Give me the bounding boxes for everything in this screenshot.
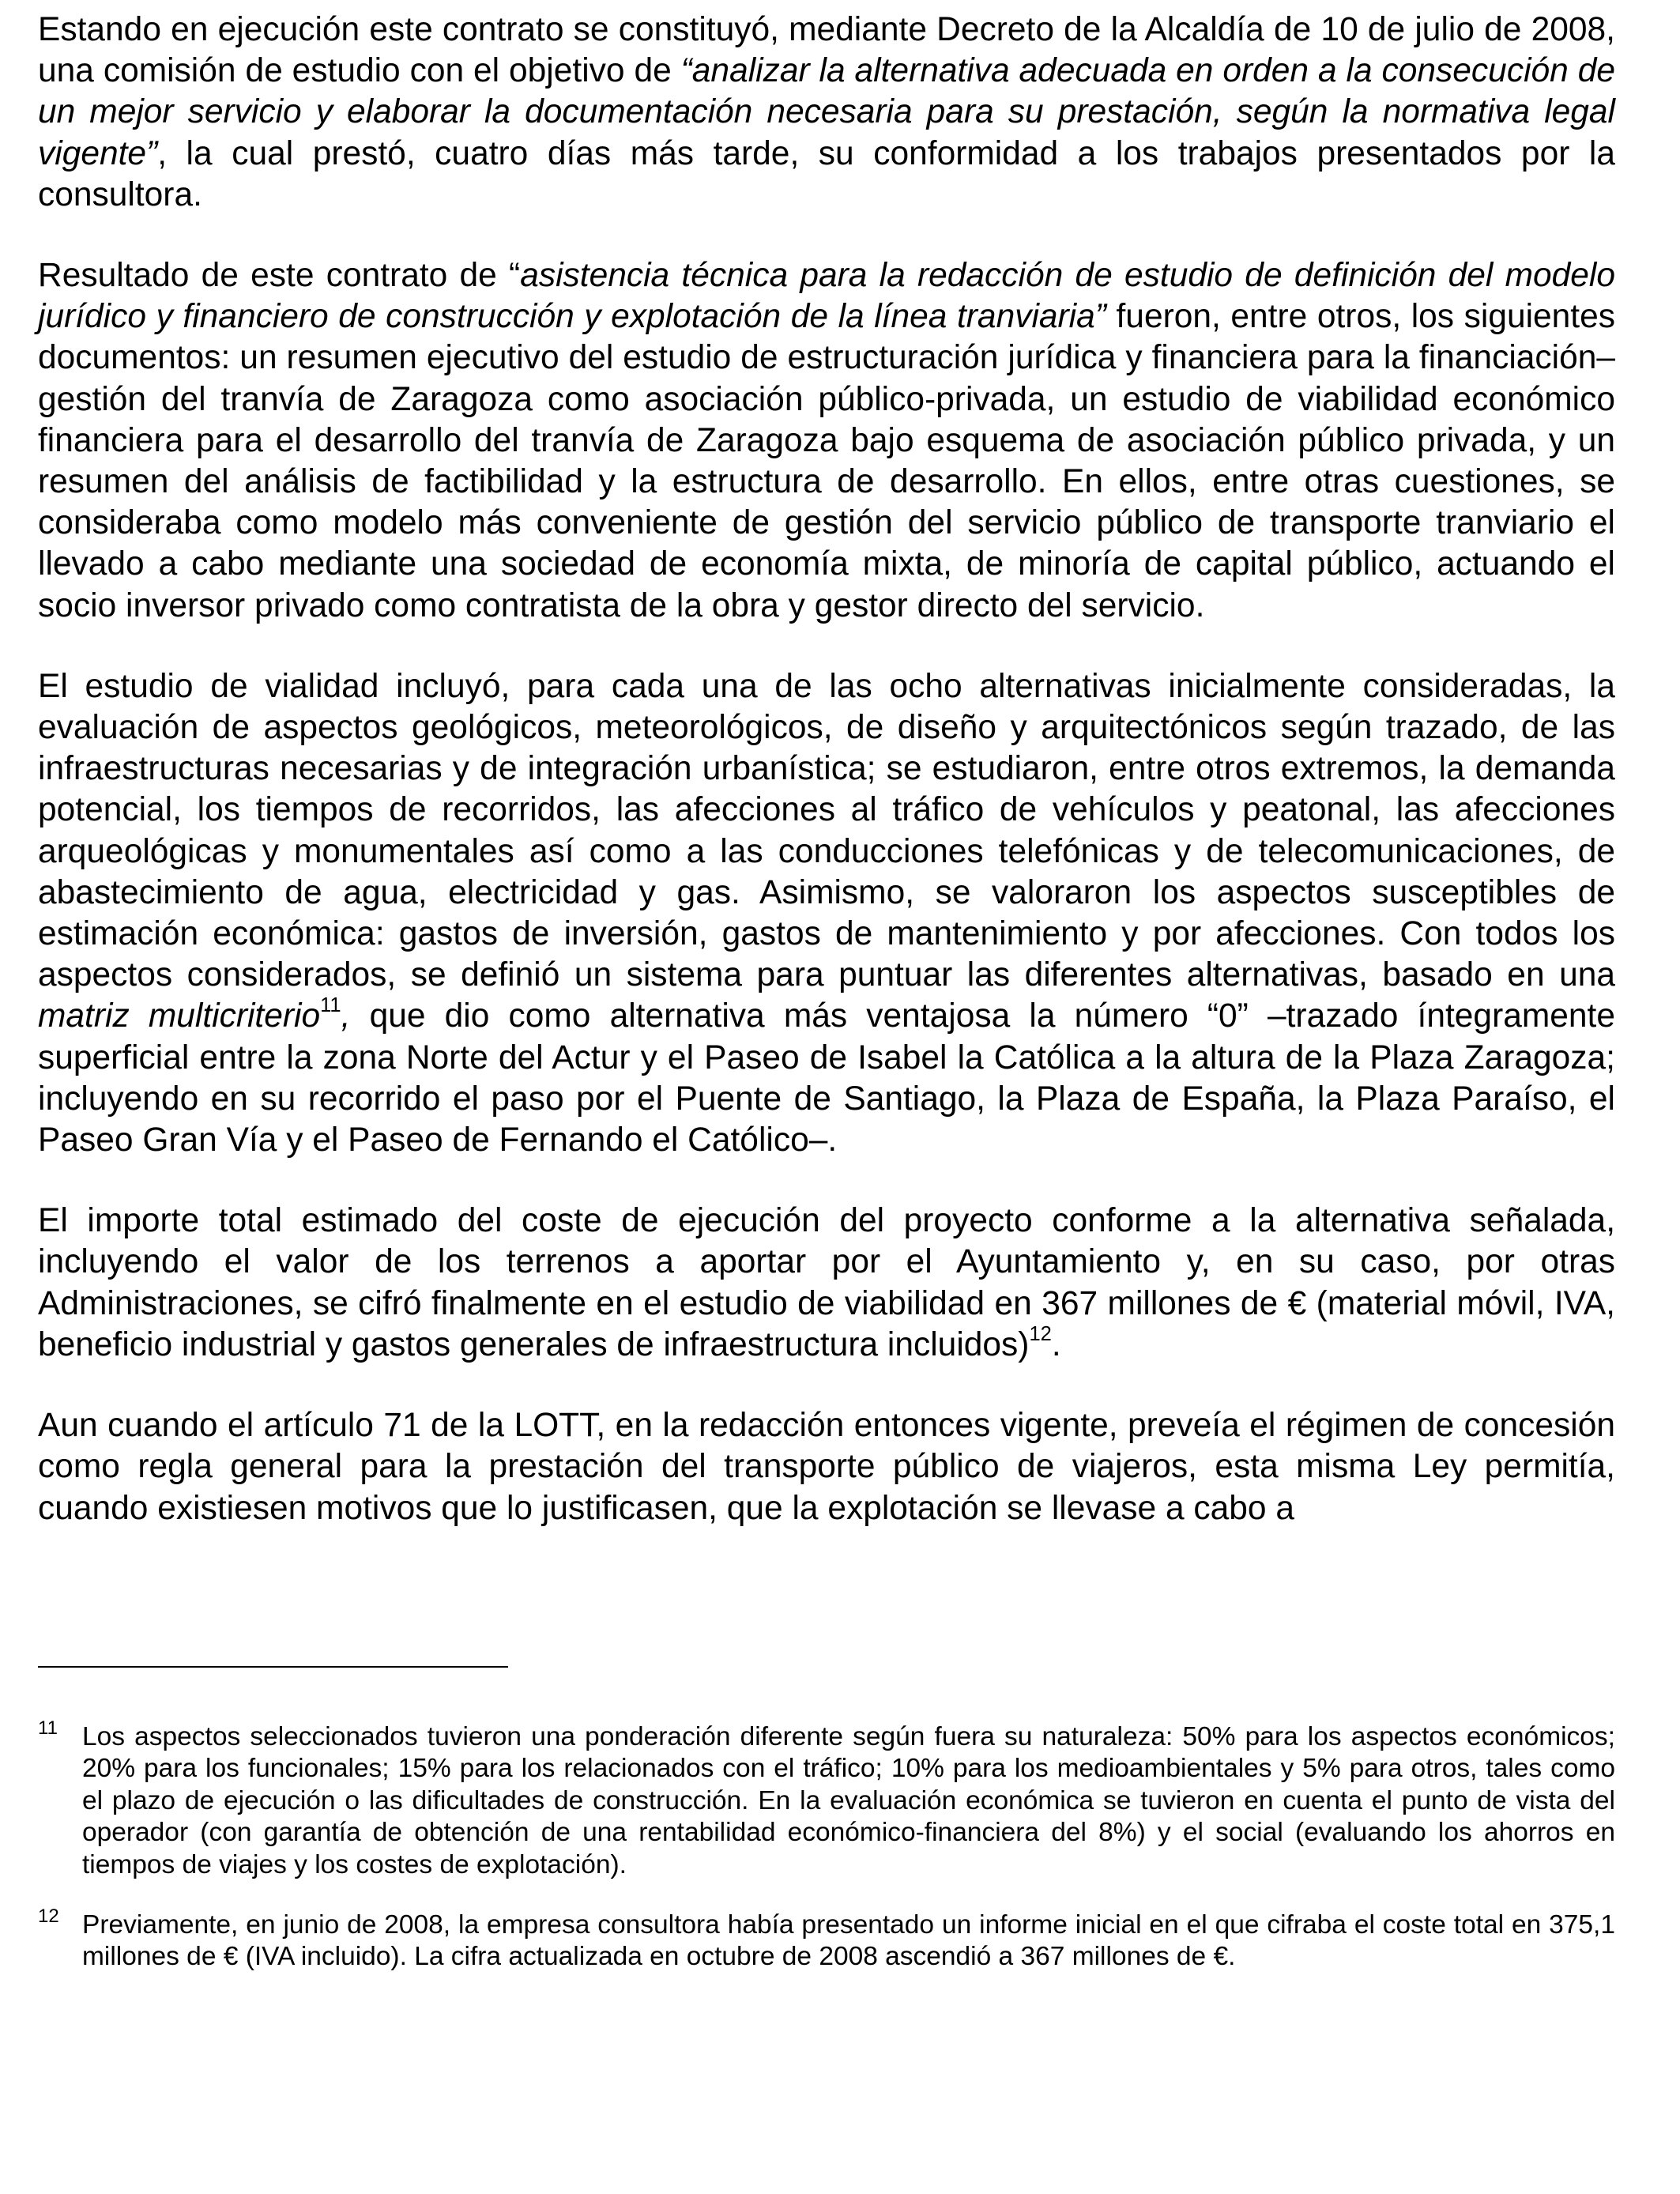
footnote-number: 12 [38,1906,59,1928]
paragraph-text: Estando en ejecución este contrato se constituyó, mediante Decreto de la Alcaldía de 10 de julio de 2008, una comisión de estudio con el objetivo de [38,11,1615,90]
italic-comma: , [341,997,351,1035]
document-body [38,9,1615,1529]
paragraph-lott-article [38,1405,1615,1529]
quoted-objective: “analizar la alternativa adecuada en orden a la consecución de un mejor servicio y elaborar la documentación necesaria para su prestación, según la normativa legal vigente” [38,52,1615,172]
paragraph-text: . [1051,1325,1061,1363]
footnotes-section [38,1717,1615,2002]
paragraph-text: , la cual prestó, cuatro días más tarde, su conformidad a los trabajos presentados por la consultora. [38,134,1615,213]
footnote-text: Previamente, en junio de 2008, la empresa consultora había presentado un informe inicial en el que cifraba el coste total en 375,1 millones de € (IVA incluido). La cifra actualizada en octubre de 2008 ascendió a 367 millones de €. [82,1910,1615,1972]
italic-term: matriz multicriterio [38,997,321,1035]
paragraph-viability-study [38,666,1615,1161]
quoted-contract-title: asistencia técnica para la redacción de estudio de definición del modelo jurídico y financiero de construcción y explotación de la línea tranviaria” [38,257,1615,336]
footnote-ref-12[interactable]: 12 [1029,1322,1052,1345]
paragraph-text: Resultado de este contrato de “ [38,257,521,295]
footnote-number: 11 [38,1717,58,1739]
paragraph-total-cost [38,1201,1615,1366]
paragraph-text: El estudio de vialidad incluyó, para cada una de las ocho alternativas inicialmente consideradas, la evaluación de aspectos geológicos, meteorológicos, de diseño y arquitectónicos según trazado, de las infraestructuras necesarias y de integración urbanística; se estudiaron, entre otros extremos, la demanda potencial, los tiempos de recorridos, las afecciones al tráfico de vehículos y peatonal, las afecciones arqueológicas y monumentales así como a las conducciones telefónicas y de telecomunicaciones, de abastecimiento de agua, electricidad y gas. Asimismo, se valoraron los aspectos susceptibles de estimación económica: gastos de inversión, gastos de mantenimiento y por afecciones. Con todos los aspectos considerados, se definió un sistema para puntuar las diferentes alternativas, basado en una [38,667,1615,994]
footnote-text: Los aspectos seleccionados tuvieron una ponderación diferente según fuera su naturaleza: 50% para los aspectos económicos; 20% para los funcionales; 15% para los relacionados con el tráfico; 10% para los medioambientales y 5% para otros, tales como el plazo de ejecución o las dificultades de construcción. En la evaluación económica se tuvieron en cuenta el punto de vista del operador (con garantía de obtención de una rentabilidad económico-financiera del 8%) y el social (evaluando los ahorros en tiempos de viajes y los costes de explotación). [82,1722,1615,1879]
paragraph-contract-result [38,255,1615,627]
footnote-12 [38,1906,1615,1973]
paragraph-text: fueron, entre otros, los siguientes documentos: un resumen ejecutivo del estudio de estructuración jurídica y financiera para la financiación–gestión del tranvía de Zaragoza como asociación público-privada, un estudio de viabilidad económico financiera para el desarrollo del tranvía de Zaragoza bajo esquema de asociación público privada, y un resumen del análisis de factibilidad y la estructura de desarrollo. En ellos, entre otras cuestiones, se consideraba como modelo más conveniente de gestión del servicio público de transporte tranviario el llevado a cabo mediante una sociedad de economía mixta, de minoría de capital público, actuando el socio inversor privado como contratista de la obra y gestor directo del servicio. [38,298,1616,624]
footnote-separator [38,1666,508,1668]
paragraph-text: Aun cuando el artículo 71 de la LOTT, en la redacción entonces vigente, preveía el régimen de concesión como regla general para la prestación del transporte público de viajeros, esta misma Ley permitía, cuando existiesen motivos que lo justificasen, que la explotación se llevase a cabo a [38,1407,1615,1527]
paragraph-text: que dio como alternativa más ventajosa la número “0” –trazado íntegramente superficial entre la zona Norte del Actur y el Paseo de Isabel la Católica a la altura de la Plaza Zaragoza; incluyendo en su recorrido el paso por el Puente de Santiago, la Plaza de España, la Plaza Paraíso, el Paseo Gran Vía y el Paseo de Fernando el Católico–. [38,997,1615,1159]
footnote-ref-11[interactable]: 11 [320,994,341,1017]
footnote-11 [38,1717,1615,1881]
paragraph-commission [38,9,1615,216]
paragraph-text: El importe total estimado del coste de ejecución del proyecto conforme a la alternativa señalada, incluyendo el valor de los terrenos a aportar por el Ayuntamiento y, en su caso, por otras Administraciones, se cifró finalmente en el estudio de viabilidad en 367 millones de € (material móvil, IVA, beneficio industrial y gastos generales de infraestructura incluidos) [38,1202,1615,1363]
